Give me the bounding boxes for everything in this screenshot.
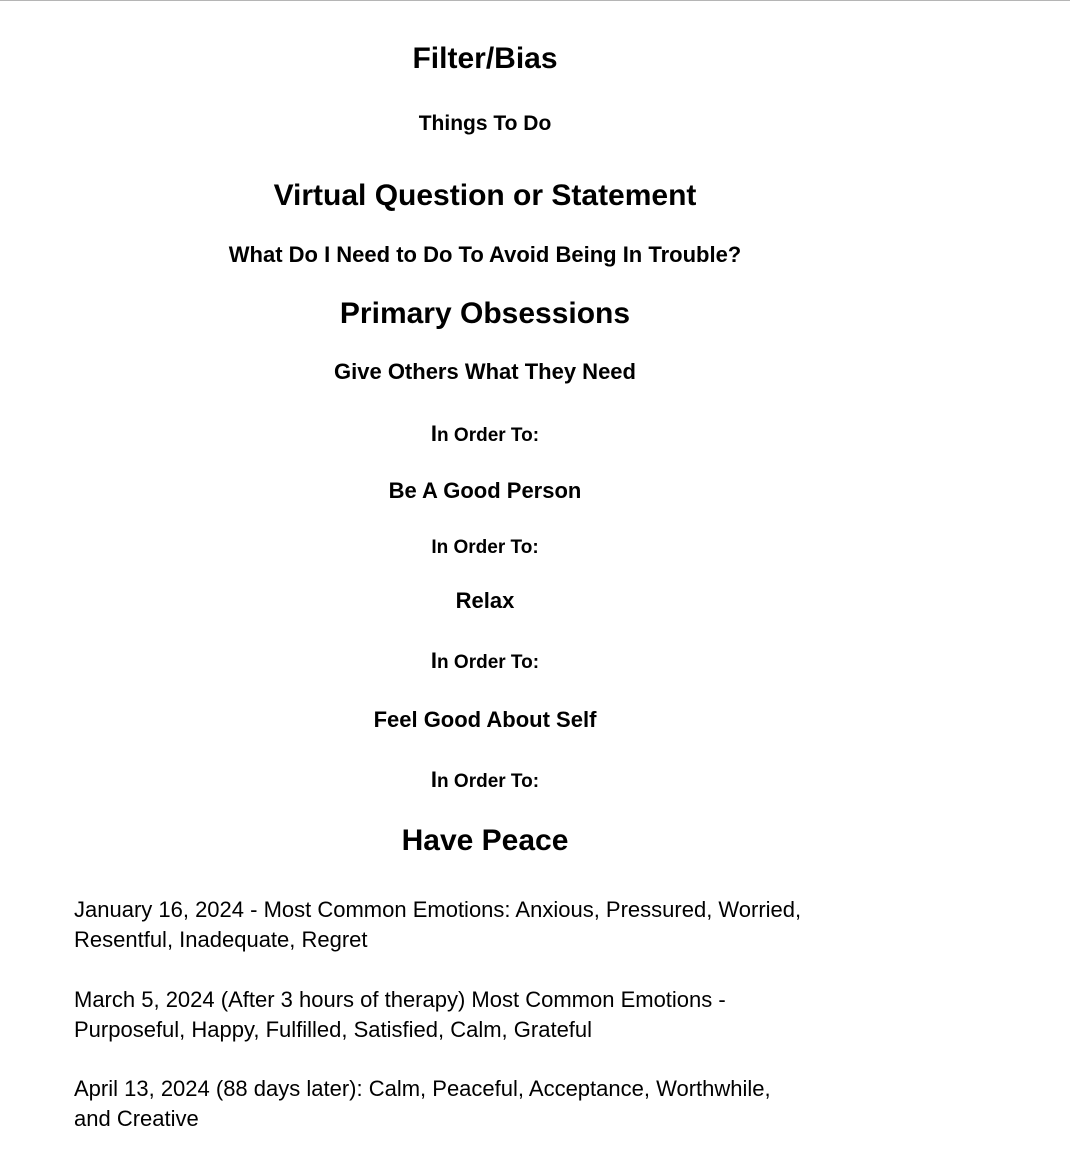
emotion-entry-january bbox=[74, 895, 904, 955]
connector-initial: I bbox=[430, 767, 438, 792]
chain-step-good-person: Be A Good Person bbox=[388, 478, 582, 503]
top-divider bbox=[0, 0, 1070, 1]
entry-line: Purposeful, Happy, Fulfilled, Satisfied, Calm, Grateful bbox=[74, 1017, 593, 1042]
entry-line: Resentful, Inadequate, Regret bbox=[74, 927, 368, 952]
entry-line: and Creative bbox=[74, 1106, 199, 1131]
document-subtitle: Things To Do bbox=[418, 112, 552, 135]
obsessions-heading: Primary Obsessions bbox=[339, 297, 631, 330]
chain-step-relax: Relax bbox=[455, 588, 515, 613]
document-title: Filter/Bias bbox=[412, 42, 558, 75]
connector-initial: I bbox=[430, 648, 438, 673]
connector-rest: n Order To: bbox=[437, 652, 540, 673]
connector-initial: I bbox=[430, 421, 438, 446]
chain-connector bbox=[0, 650, 970, 672]
chain-step-give-others: Give Others What They Need bbox=[334, 359, 636, 384]
chain-connector bbox=[0, 769, 970, 791]
chain-connector bbox=[0, 423, 970, 445]
chain-step-have-peace: Have Peace bbox=[401, 824, 569, 857]
entry-line: January 16, 2024 - Most Common Emotions: Anxious, Pressured, Worried, bbox=[74, 897, 802, 922]
emotion-entry-april bbox=[74, 1074, 904, 1134]
chain-step-feel-good: Feel Good About Self bbox=[373, 707, 597, 732]
entry-line: April 13, 2024 (88 days later): Calm, Peaceful, Acceptance, Worthwhile, bbox=[74, 1076, 771, 1101]
connector-rest: n Order To: bbox=[437, 771, 540, 792]
entry-line: March 5, 2024 (After 3 hours of therapy) Most Common Emotions - bbox=[74, 987, 726, 1012]
chain-connector bbox=[0, 538, 970, 557]
connector-rest: n Order To: bbox=[436, 537, 539, 558]
virtual-question: What Do I Need to Do To Avoid Being In Trouble? bbox=[228, 242, 742, 267]
emotion-entry-march bbox=[74, 985, 904, 1045]
virtual-heading: Virtual Question or Statement bbox=[273, 179, 697, 212]
connector-initial: I bbox=[431, 537, 437, 558]
connector-rest: n Order To: bbox=[437, 425, 540, 446]
